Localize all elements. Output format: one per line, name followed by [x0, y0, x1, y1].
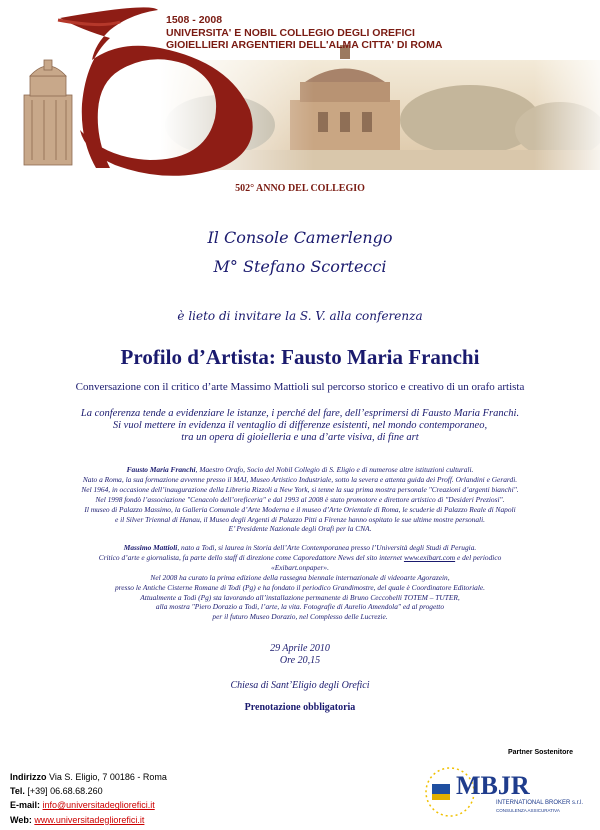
anniversary-line: 502° ANNO DEL COLLEGIO — [235, 183, 365, 194]
bio-line: presso le Antiche Cisterne Romane di Todi (Pg) e ha fondato il periodico Grandimostre, del quale è Coordinatore Editoriale. — [114, 582, 486, 592]
header-line-2: GIOIELLIERI ARGENTIERI DELL'ALMA CITTA' DI ROMA — [166, 39, 443, 51]
bio-name: Fausto Maria Franchi — [126, 465, 196, 474]
header-years: 1508 - 2008 — [166, 14, 223, 26]
bio-line: Nel 2008 ha curato la prima edizione della rassegna biennale internazionale di videoarte Agorazein, — [150, 572, 450, 582]
intro-line: tra un opera di gioielleria e una d’arte visiva, di fine art — [181, 432, 419, 443]
intro-line: Si vuol mettere in evidenza il ventaglio di differenze esistenti, nel mondo contemporaneo, — [112, 420, 488, 431]
tel-value: [+39] 06.68.68.260 — [24, 786, 103, 797]
bio-text: , Maestro Orafo, Socio del Nobil Collegio di S. Eligio e di numerose altre istituzioni culturali. — [195, 465, 474, 474]
bio-name: Massimo Mattioli — [123, 543, 178, 552]
bio-line: alla mostra "Piero Dorazio a Todi, l’arte, la vita. Fotografie di Aurelio Amendola" ed al progetto — [155, 602, 445, 612]
intro-line: La conferenza tende a evidenziare le istanze, i perché del fare, dell’esprimersi di Fausto Maria Franchi. — [80, 408, 520, 419]
tel-label: Tel. — [10, 786, 25, 797]
event-place: Chiesa di Sant’Eligio degli Orefici — [230, 680, 370, 691]
contact-tel — [10, 784, 167, 798]
partner-label: Partner Sostenitore — [508, 749, 573, 756]
mbjr-logo — [416, 762, 596, 824]
bio-line — [0, 553, 600, 563]
host-role: Il Console Camerlengo — [207, 228, 393, 247]
bio-line — [0, 465, 600, 475]
bio-line: Attualmente a Todi (Pg) sta lavorando all’installazione permanente di Bruno Ceccobelli TOTEM – TUTER, — [140, 592, 460, 602]
contact-email — [10, 798, 167, 812]
bio-text: Critico d’arte e giornalista, fa parte dello staff di direzione come Caporedattore News del sito internet — [98, 552, 404, 562]
contact-block — [10, 770, 167, 827]
conference-subtitle: Conversazione con il critico d’arte Massimo Mattioli sul percorso storico e creativo di un orafo artista — [75, 381, 525, 393]
booking-required: Prenotazione obbligatoria — [244, 702, 356, 713]
email-label: E-mail: — [10, 800, 41, 811]
bio-line: Nato a Roma, la sua formazione avvenne presso il MAI, Museo Artistico Industriale, sotto la severa e attenta guida dei Proff. Orlandini e Gerardi. — [82, 474, 518, 484]
invite-line: è lieto di invitare la S. V. alla conferenza — [177, 309, 423, 323]
bio-line: «Exibart.onpaper». — [271, 562, 329, 572]
contact-web — [10, 813, 167, 827]
event-time: Ore 20,15 — [279, 655, 321, 667]
event-datetime — [0, 643, 600, 668]
address-value: Via S. Eligio, 7 00186 - Roma — [46, 772, 167, 782]
bio-line: per il futuro Museo Dorazio, nel Complesso delle Lucrezie. — [212, 612, 388, 622]
host-name: M° Stefano Scortecci — [213, 257, 387, 276]
bio-line: e il Silver Triennal di Hanau, il Museo degli Argenti di Palazzo Pitti a Firenze hanno ospitato le sue ultime mostre personali. — [115, 514, 485, 524]
intro-paragraph — [0, 408, 600, 444]
header-title-block — [166, 14, 442, 52]
bio-mattioli — [0, 543, 600, 622]
bio-line: Il museo di Palazzo Massimo, la Galleria Comunale d’Arte Moderna e il museo d’Arte Orientale di Roma, le scuderie di Palazzo Reale di Napoli — [84, 504, 516, 514]
event-date: 29 Aprile 2010 — [270, 643, 330, 654]
exibart-link[interactable]: www.exibart.com — [403, 552, 456, 562]
bio-text: e del periodico — [455, 552, 502, 562]
bio-franchi — [0, 465, 600, 534]
bio-line: Nel 1998 fondò l’associazione "Cenacolo dell’oreficeria" e dal 1993 al 2008 è stato promotore e direttore artistico di "Desideri Preziosi". — [95, 494, 505, 504]
email-link[interactable]: info@universitadegliorefici.it — [42, 800, 155, 811]
contact-address — [10, 770, 167, 784]
mbjr-logo-text: MBJR — [456, 771, 530, 800]
mbjr-logo-subtitle-2: CONSULENZA ASSICURATIVA — [496, 808, 560, 813]
mbjr-logo-subtitle: INTERNATIONAL BROKER s.r.l. — [496, 800, 584, 806]
conference-title: Profilo d’Artista: Fausto Maria Franchi — [120, 345, 480, 369]
web-link[interactable]: www.universitadegliorefici.it — [34, 814, 145, 825]
bio-text: , nato a Todi, si laurea in Storia dell’Arte Contemporanea presso l’Università degli Studi di Perugia. — [177, 543, 477, 552]
header-banner — [0, 0, 600, 178]
bio-line: Nel 1964, in occasione dell’inaugurazione della Libreria Rizzoli a New York, si tenne la sua prima mostra personale "Creazioni d’argenti bianchi". — [81, 484, 519, 494]
header-line-1: UNIVERSITA' E NOBIL COLLEGIO DEGLI OREFICI — [166, 26, 415, 39]
bio-line — [0, 543, 600, 553]
address-label: Indirizzo — [10, 772, 47, 782]
web-label: Web: — [10, 814, 32, 825]
bio-line: E’ Presidente Nazionale degli Orafi per la CNA. — [228, 524, 372, 534]
